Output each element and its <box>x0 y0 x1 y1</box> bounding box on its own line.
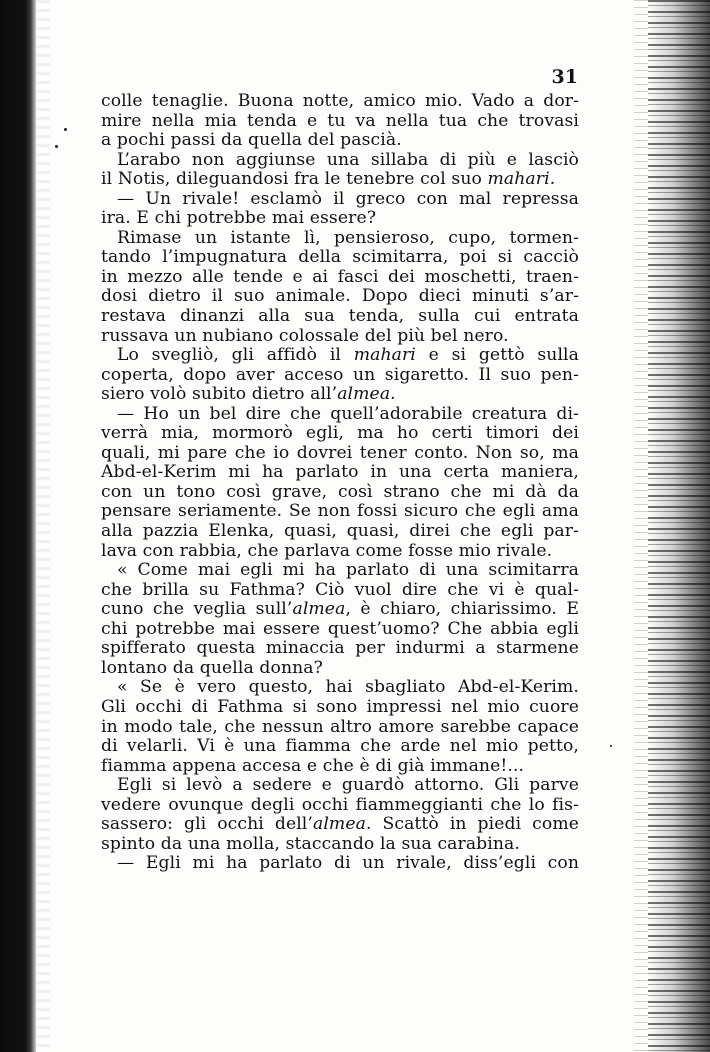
text-segment: — Un rivale! esclamò il greco con mal repressa <box>117 188 579 209</box>
text-segment: — Egli mi ha parlato di un rivale, diss’egli con <box>117 853 579 874</box>
text-segment: L’arabo non aggiunse una sillaba di più e lasciò <box>117 149 579 170</box>
text-line <box>101 796 579 816</box>
text-line <box>101 385 579 405</box>
text-segment: con un tono così grave, così strano che mi dà da <box>101 481 579 502</box>
text-line <box>101 248 579 268</box>
text-line <box>101 678 579 698</box>
text-segment: alla pazzia Elenka, quasi, quasi, direi che egli par- <box>101 521 579 542</box>
text-segment: lontano da quella donna? <box>101 657 323 678</box>
text-line <box>101 405 579 425</box>
text-line <box>101 463 579 483</box>
text-segment: mire nella mia tenda e tu va nella tua che trovasi <box>101 110 579 131</box>
text-line <box>101 190 579 210</box>
italic-text: almea. <box>312 814 372 835</box>
text-line <box>101 815 579 835</box>
text-line <box>101 639 579 659</box>
text-line <box>101 581 579 601</box>
text-segment: — Ho un bel dire che quell’adorabile creatura di- <box>117 403 579 424</box>
text-line <box>101 366 579 386</box>
text-segment: Gli occhi di Fathma si sono impressi nel mio cuore <box>101 696 579 717</box>
text-line <box>101 346 579 366</box>
text-segment: in modo tale, che nessun altro amore sarebbe capace <box>101 716 579 737</box>
text-line <box>101 327 579 347</box>
text-segment: spinto da una molla, staccando la sua carabina. <box>101 833 520 854</box>
italic-text: almea <box>292 599 346 620</box>
text-segment: russava un nubiano colossale del più bel nero. <box>101 325 509 346</box>
margin-speck <box>64 128 67 131</box>
text-line <box>101 600 579 620</box>
text-line <box>101 287 579 307</box>
text-line <box>101 561 579 581</box>
text-segment: a pochi passi da quella del pascià. <box>101 130 402 151</box>
text-segment: e si gettò sulla <box>415 345 579 366</box>
text-segment: pensare seriamente. Se non fossi sicuro che egli ama <box>101 501 579 522</box>
text-line <box>101 112 579 132</box>
text-line <box>101 757 579 777</box>
text-segment: chi potrebbe mai essere quest’uomo? Che abbia egli <box>101 618 579 639</box>
text-line <box>101 92 579 112</box>
text-segment: ira. E chi potrebbe mai essere? <box>101 208 377 229</box>
text-segment: quali, mi pare che io dovrei tener conto. Non so, ma <box>101 442 579 463</box>
text-line <box>101 698 579 718</box>
text-line <box>101 542 579 562</box>
margin-speck <box>610 745 612 747</box>
text-segment: che brilla su Fathma? Ciò vuol dire che vi è qual- <box>101 579 579 600</box>
text-segment: , è chiaro, chiarissimo. E <box>345 599 579 620</box>
text-segment: lava con rabbia, che parlava come fosse mio rivale. <box>101 540 553 561</box>
text-line <box>101 737 579 757</box>
text-segment: di velarli. Vi è una fiamma che arde nel mio petto, <box>101 736 579 757</box>
text-segment: vedere ovunque degli occhi fiammeggianti che lo fis- <box>101 794 579 815</box>
text-line <box>101 835 579 855</box>
text-segment: siero volò subito dietro all’ <box>101 384 338 405</box>
text-segment: restava dinanzi alla sua tenda, sulla cui entrata <box>101 306 579 327</box>
margin-speck <box>55 145 58 148</box>
text-line <box>101 268 579 288</box>
text-segment: spifferato questa minaccia per indurmi a starmene <box>101 638 579 659</box>
text-line <box>101 483 579 503</box>
text-segment: Rimase un istante lì, pensieroso, cupo, tormen- <box>117 227 579 248</box>
text-line <box>101 307 579 327</box>
text-segment: in mezzo alle tende e ai fasci dei moschetti, traen- <box>101 266 579 287</box>
text-segment: dosi dietro il suo animale. Dopo dieci minuti s’ar- <box>101 286 579 307</box>
text-line <box>101 502 579 522</box>
italic-text: almea. <box>337 384 396 405</box>
text-segment: cuno che veglia sull’ <box>101 599 293 620</box>
page-number: 31 <box>551 66 578 88</box>
text-line <box>101 209 579 229</box>
text-segment: Lo svegliò, gli affidò il <box>117 345 354 366</box>
text-segment: Egli si levò a sedere e guardò attorno. Gli parve <box>117 775 579 796</box>
text-segment: « Se è vero questo, hai sbagliato Abd-el-Kerim. <box>117 677 579 698</box>
text-segment: Scattò in piedi come <box>371 814 579 835</box>
text-segment: colle tenaglie. Buona notte, amico mio. Vado a dor- <box>101 91 579 111</box>
text-segment: il Notis, dileguandosi fra le tenebre col suo <box>101 169 488 190</box>
text-segment: verrà mia, mormorò egli, ma ho certi timori dei <box>101 423 579 444</box>
page-edge-shadow <box>634 0 648 1052</box>
text-segment: « Come mai egli mi ha parlato di una scimitarra <box>117 560 579 581</box>
text-line <box>101 776 579 796</box>
text-line <box>101 151 579 171</box>
text-segment: Abd-el-Kerim mi ha parlato in una certa maniera, <box>101 462 579 483</box>
text-line <box>101 522 579 542</box>
binding-shadow <box>36 0 50 1052</box>
text-line <box>101 854 579 874</box>
text-line <box>101 131 579 151</box>
binding-edge <box>0 0 36 1052</box>
text-line <box>101 718 579 738</box>
text-segment: fiamma appena accesa e che è di già immane!... <box>101 755 525 776</box>
text-segment: coperta, dopo aver acceso un sigaretto. Il suo pen- <box>101 364 579 385</box>
text-line <box>101 444 579 464</box>
italic-text: mahari <box>353 345 416 366</box>
text-line <box>101 620 579 640</box>
text-line <box>101 229 579 249</box>
text-line <box>101 659 579 679</box>
italic-text: mahari. <box>487 169 556 190</box>
text-line <box>101 170 579 190</box>
text-line <box>101 424 579 444</box>
page-edge <box>648 0 710 1052</box>
text-segment: tando l’impugnatura della scimitarra, poi si cacciò <box>101 247 579 268</box>
body-text <box>101 92 579 874</box>
text-segment: sassero: gli occhi dell’ <box>101 814 313 835</box>
